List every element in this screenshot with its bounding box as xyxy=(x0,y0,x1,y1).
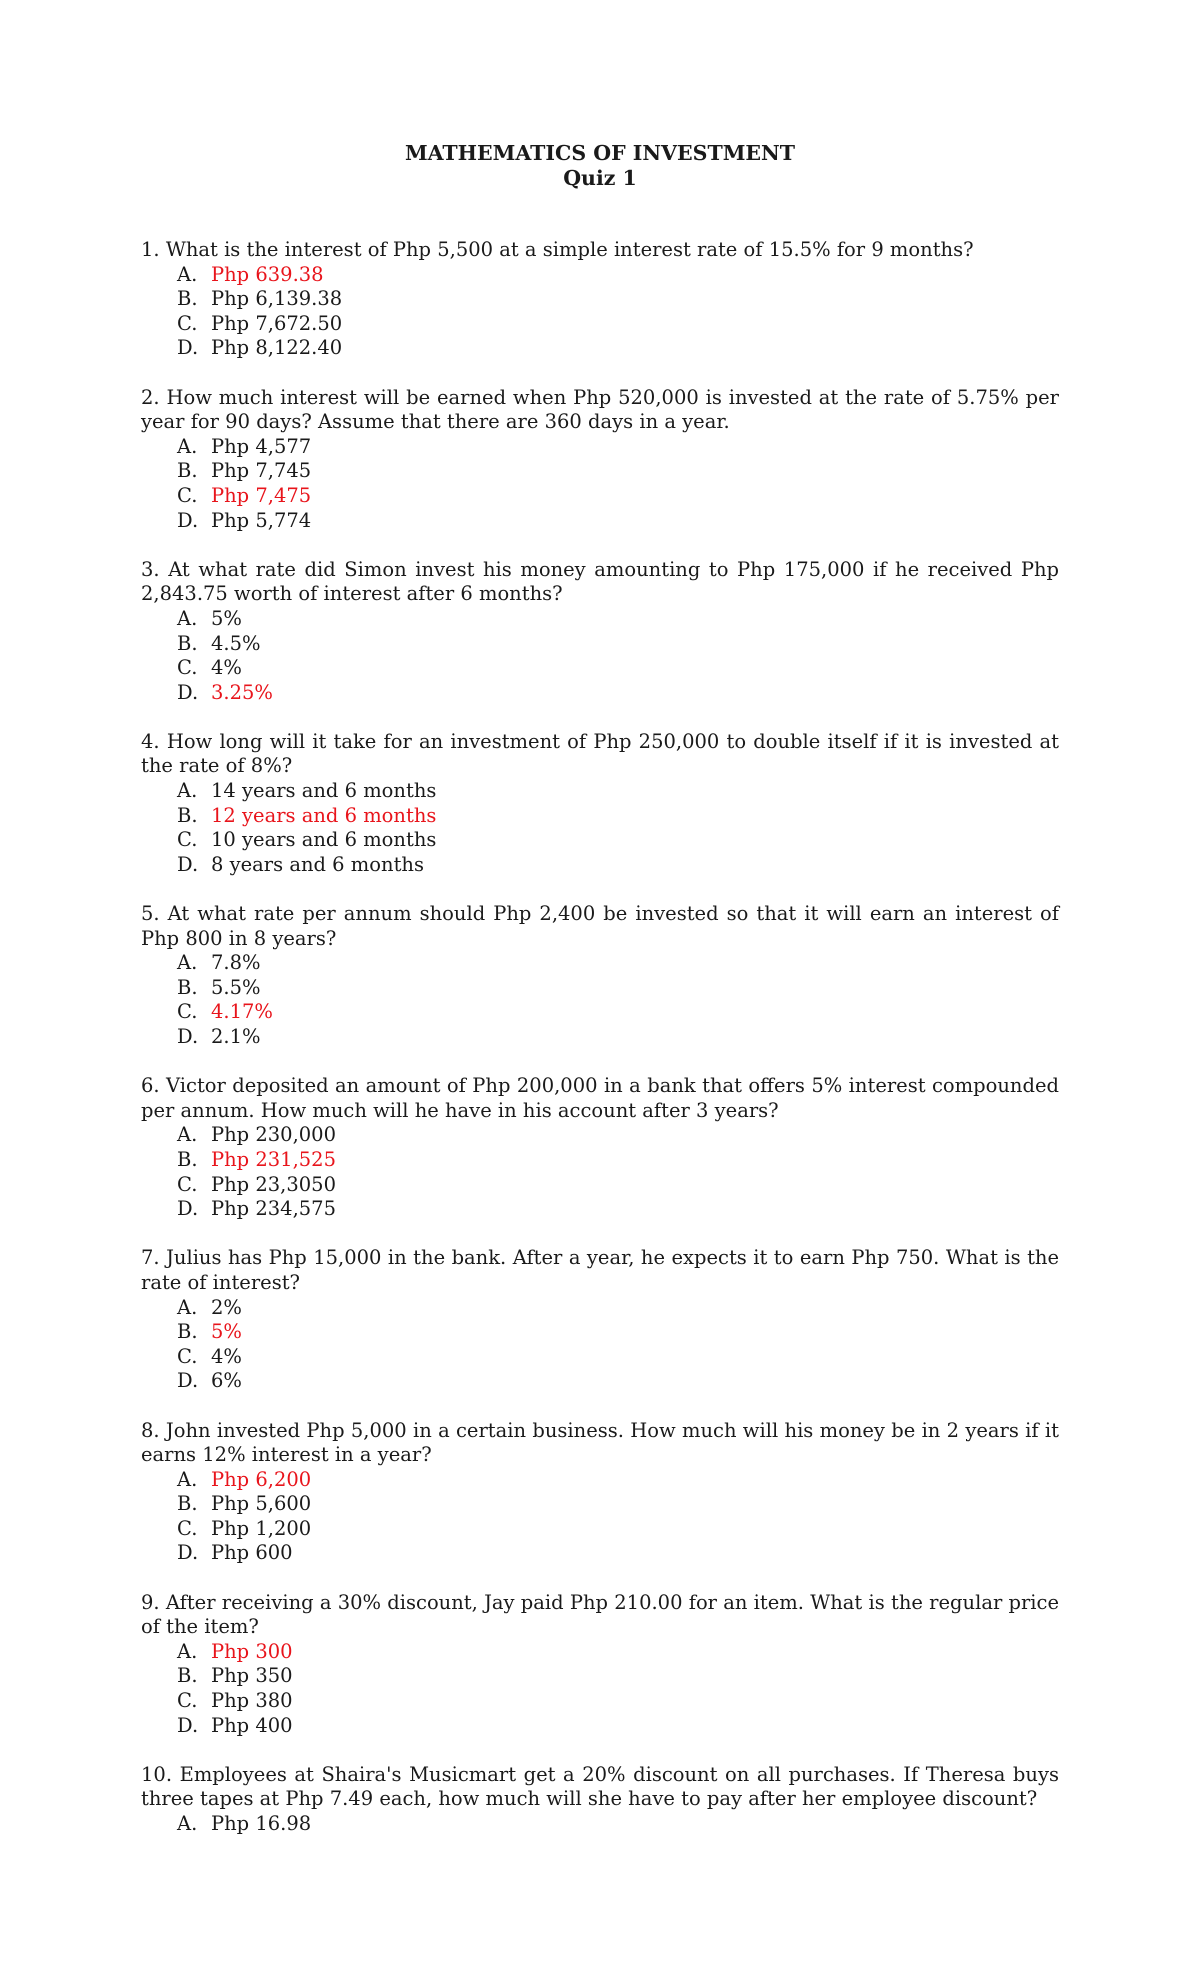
question-number: 5. xyxy=(141,902,160,926)
answer-option xyxy=(141,312,1059,337)
question-2 xyxy=(141,386,1059,534)
question-stem xyxy=(141,1591,1059,1640)
question-text: After receiving a 30% discount, Jay paid Php 210.00 for an item. What is the regular price of the item? xyxy=(141,1590,1060,1639)
option-text: Php 4,577 xyxy=(211,434,312,458)
answer-option xyxy=(141,484,1059,509)
option-letter: B. xyxy=(177,1320,198,1344)
question-6 xyxy=(141,1074,1059,1222)
question-stem xyxy=(141,1763,1059,1812)
answer-option xyxy=(141,1197,1059,1222)
option-letter: C. xyxy=(177,656,198,680)
correct-answer-text: 5% xyxy=(211,1320,242,1344)
answer-options xyxy=(141,1640,1059,1738)
option-letter: B. xyxy=(177,1492,198,1516)
question-5 xyxy=(141,902,1059,1050)
option-letter: A. xyxy=(177,1812,198,1835)
option-letter: D. xyxy=(177,1541,199,1565)
answer-option xyxy=(141,459,1059,484)
option-text: Php 230,000 xyxy=(211,1123,336,1147)
correct-answer-text: 4.17% xyxy=(211,1000,273,1024)
question-3 xyxy=(141,558,1059,706)
answer-option xyxy=(141,1123,1059,1148)
answer-options xyxy=(141,951,1059,1049)
option-text: 5.5% xyxy=(211,975,261,999)
question-text: At what rate per annum should Php 2,400 be invested so that it will earn an interest of Php 800 in 8 years? xyxy=(141,902,1060,950)
option-letter: C. xyxy=(177,1689,198,1713)
question-stem xyxy=(141,1419,1059,1468)
answer-option xyxy=(141,1812,1059,1837)
option-letter: D. xyxy=(177,336,199,360)
answer-option xyxy=(141,828,1059,853)
option-letter: B. xyxy=(177,1147,198,1171)
question-number: 4. xyxy=(141,729,160,753)
question-text: John invested Php 5,000 in a certain business. How much will his money be in 2 years if it earns 12% interest in a year? xyxy=(141,1418,1060,1467)
question-4 xyxy=(141,730,1059,878)
option-text: 14 years and 6 months xyxy=(211,779,437,803)
answer-option xyxy=(141,656,1059,681)
question-1 xyxy=(141,238,1059,361)
question-list xyxy=(141,238,1059,1861)
question-text: Employees at Shaira's Musicmart get a 20% discount on all purchases. If Theresa buys three tapes at Php 7.49 each, how much will she have to pay after her employee discount? xyxy=(141,1762,1059,1811)
answer-option xyxy=(141,681,1059,706)
answer-option xyxy=(141,853,1059,878)
answer-option xyxy=(141,336,1059,361)
answer-options xyxy=(141,1468,1059,1566)
option-text: 4% xyxy=(211,656,242,680)
answer-option xyxy=(141,607,1059,632)
answer-options xyxy=(141,1812,1059,1837)
document-subtitle: Quiz 1 xyxy=(563,166,637,190)
answer-option xyxy=(141,1640,1059,1665)
option-letter: A. xyxy=(177,779,198,803)
correct-answer-text: Php 300 xyxy=(211,1639,293,1663)
option-letter: D. xyxy=(177,508,199,532)
answer-option xyxy=(141,1320,1059,1345)
question-text: At what rate did Simon invest his money amounting to Php 175,000 if he received Php 2,843.75 worth of interest after 6 months? xyxy=(141,557,1060,606)
question-number: 7. xyxy=(141,1246,160,1270)
option-text: Php 5,600 xyxy=(211,1492,312,1516)
option-letter: D. xyxy=(177,680,199,704)
option-letter: D. xyxy=(177,1369,199,1393)
option-letter: A. xyxy=(177,434,198,458)
correct-answer-text: Php 639.38 xyxy=(211,262,324,286)
answer-options xyxy=(141,435,1059,533)
option-letter: D. xyxy=(177,1197,199,1221)
answer-option xyxy=(141,1148,1059,1173)
question-number: 3. xyxy=(141,557,160,581)
option-letter: A. xyxy=(177,606,198,630)
answer-options xyxy=(141,1123,1059,1221)
question-number: 6. xyxy=(141,1074,160,1098)
option-letter: A. xyxy=(177,951,198,975)
answer-option xyxy=(141,1689,1059,1714)
question-number: 9. xyxy=(141,1590,160,1614)
answer-option xyxy=(141,287,1059,312)
option-letter: A. xyxy=(177,1639,198,1663)
option-letter: A. xyxy=(177,1467,198,1491)
option-text: Php 5,774 xyxy=(211,508,312,532)
answer-option xyxy=(141,779,1059,804)
option-text: Php 8,122.40 xyxy=(211,336,343,360)
question-text: How long will it take for an investment of Php 250,000 to double itself if it is invested at the rate of 8%? xyxy=(141,729,1059,778)
question-text: What is the interest of Php 5,500 at a simple interest rate of 15.5% for 9 months? xyxy=(165,238,974,261)
question-stem xyxy=(141,558,1059,607)
question-number: 2. xyxy=(141,385,160,409)
question-stem xyxy=(141,902,1059,951)
option-letter: D. xyxy=(177,852,199,876)
answer-options xyxy=(141,263,1059,361)
option-letter: C. xyxy=(177,1000,198,1024)
option-text: 4.5% xyxy=(211,631,261,655)
option-letter: C. xyxy=(177,1344,198,1368)
question-8 xyxy=(141,1419,1059,1567)
answer-option xyxy=(141,632,1059,657)
answer-option xyxy=(141,1173,1059,1198)
option-text: Php 234,575 xyxy=(211,1197,336,1221)
question-number: 1. xyxy=(141,238,160,261)
answer-option xyxy=(141,1714,1059,1739)
option-letter: D. xyxy=(177,1713,199,1737)
answer-option xyxy=(141,976,1059,1001)
option-text: 10 years and 6 months xyxy=(211,828,437,852)
option-letter: A. xyxy=(177,1295,198,1319)
option-letter: B. xyxy=(177,1664,198,1688)
option-letter: A. xyxy=(177,262,198,286)
option-letter: D. xyxy=(177,1025,199,1048)
answer-option xyxy=(141,1664,1059,1689)
question-stem xyxy=(141,386,1059,435)
option-text: 4% xyxy=(211,1344,242,1368)
option-text: Php 16.98 xyxy=(211,1812,312,1835)
option-text: Php 6,139.38 xyxy=(211,287,343,311)
option-letter: C. xyxy=(177,311,198,335)
option-letter: C. xyxy=(177,828,198,852)
answer-options xyxy=(141,779,1059,877)
option-text: Php 400 xyxy=(211,1713,293,1737)
answer-option xyxy=(141,1000,1059,1025)
correct-answer-text: Php 6,200 xyxy=(211,1467,312,1491)
option-letter: C. xyxy=(177,1172,198,1196)
answer-options xyxy=(141,1296,1059,1394)
question-number: 10. xyxy=(141,1762,173,1786)
answer-option xyxy=(141,1025,1059,1050)
option-text: Php 350 xyxy=(211,1664,293,1688)
answer-option xyxy=(141,804,1059,829)
option-letter: B. xyxy=(177,459,198,483)
option-text: 7.8% xyxy=(211,951,261,975)
option-text: Php 380 xyxy=(211,1689,293,1713)
correct-answer-text: Php 7,475 xyxy=(211,483,312,507)
document-header xyxy=(0,141,1200,191)
answer-options xyxy=(141,607,1059,705)
answer-option xyxy=(141,1468,1059,1493)
question-text: Julius has Php 15,000 in the bank. After a year, he expects it to earn Php 750. What is the rate of interest? xyxy=(141,1246,1060,1294)
option-text: Php 1,200 xyxy=(211,1516,312,1540)
question-7 xyxy=(141,1246,1059,1394)
question-stem xyxy=(141,1246,1059,1295)
option-text: Php 23,3050 xyxy=(211,1172,336,1196)
option-text: 6% xyxy=(211,1369,242,1393)
correct-answer-text: Php 231,525 xyxy=(211,1147,336,1171)
option-text: 2% xyxy=(211,1295,242,1319)
option-text: 5% xyxy=(211,606,242,630)
answer-option xyxy=(141,1296,1059,1321)
question-10 xyxy=(141,1763,1059,1837)
option-letter: B. xyxy=(177,287,198,311)
option-text: Php 7,745 xyxy=(211,459,312,483)
question-9 xyxy=(141,1591,1059,1739)
answer-option xyxy=(141,951,1059,976)
answer-option xyxy=(141,1517,1059,1542)
question-number: 8. xyxy=(141,1418,160,1442)
option-text: Php 7,672.50 xyxy=(211,311,343,335)
option-text: 8 years and 6 months xyxy=(211,852,424,876)
option-letter: B. xyxy=(177,975,198,999)
answer-option xyxy=(141,1345,1059,1370)
document-title: MATHEMATICS OF INVESTMENT xyxy=(404,141,796,165)
option-letter: B. xyxy=(177,803,198,827)
question-text: Victor deposited an amount of Php 200,000 in a bank that offers 5% interest compounded per annum. How much will he have in his account after 3 years? xyxy=(141,1074,1059,1122)
option-letter: A. xyxy=(177,1123,198,1147)
answer-option xyxy=(141,1492,1059,1517)
question-text: How much interest will be earned when Php 520,000 is invested at the rate of 5.75% per year for 90 days? Assume that there are 360 days in a year. xyxy=(141,385,1059,434)
option-text: Php 600 xyxy=(211,1541,293,1565)
answer-option xyxy=(141,435,1059,460)
correct-answer-text: 12 years and 6 months xyxy=(211,803,437,827)
option-letter: C. xyxy=(177,1516,198,1540)
correct-answer-text: 3.25% xyxy=(211,680,273,704)
answer-option xyxy=(141,509,1059,534)
question-stem xyxy=(141,1074,1059,1123)
question-stem xyxy=(141,238,1059,263)
answer-option xyxy=(141,1369,1059,1394)
option-letter: C. xyxy=(177,483,198,507)
answer-option xyxy=(141,263,1059,288)
answer-option xyxy=(141,1541,1059,1566)
option-text: 2.1% xyxy=(211,1025,261,1048)
option-letter: B. xyxy=(177,631,198,655)
question-stem xyxy=(141,730,1059,779)
